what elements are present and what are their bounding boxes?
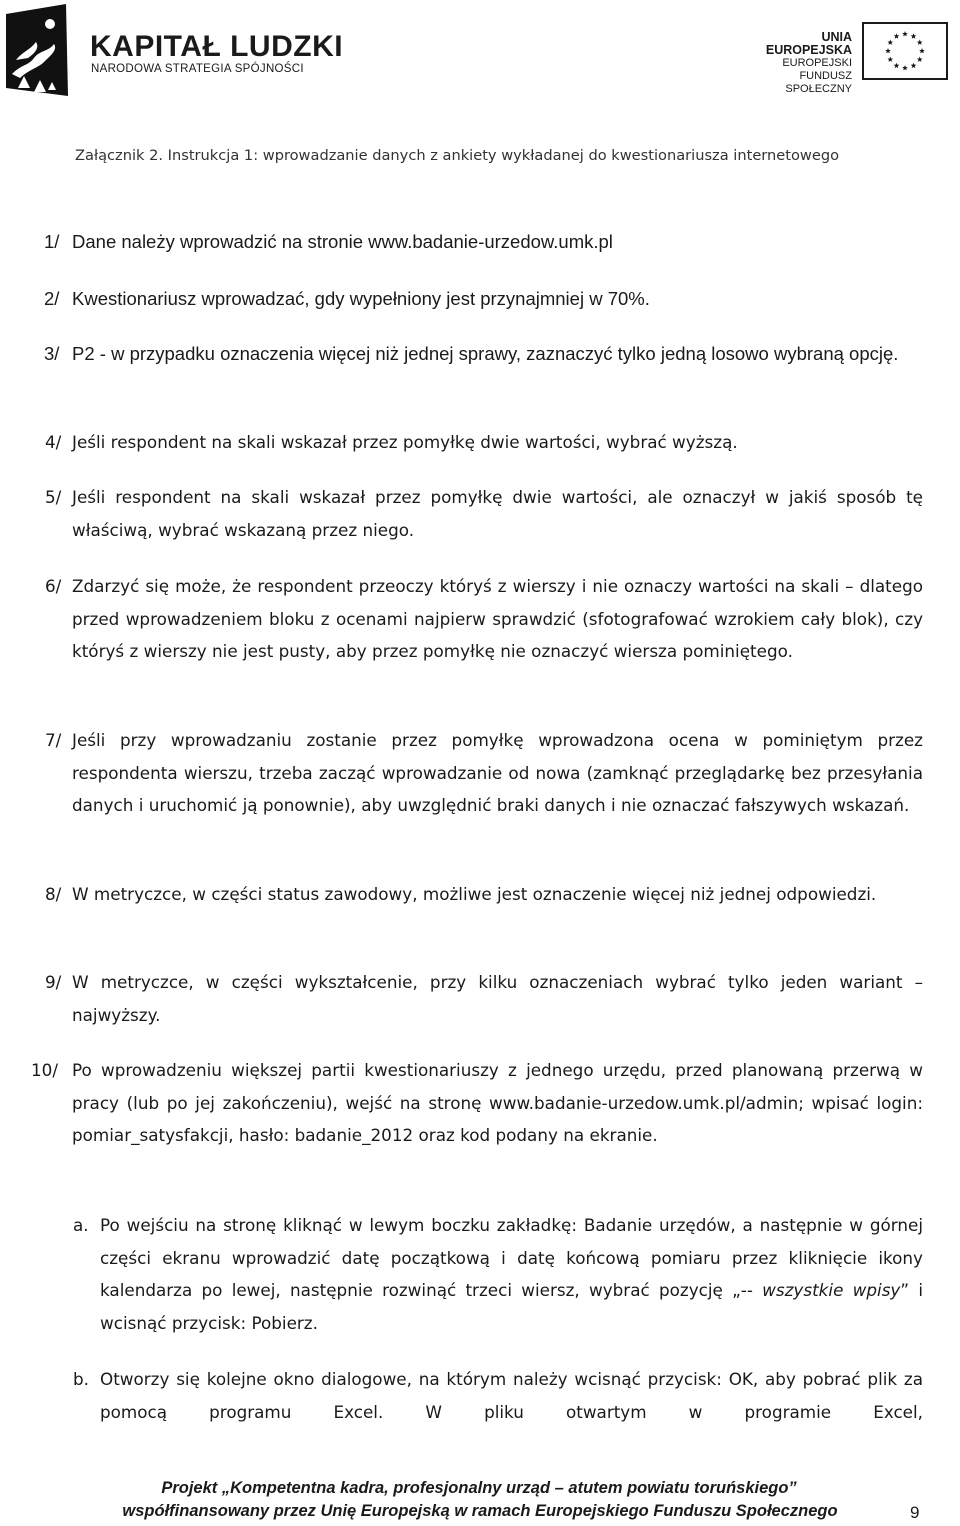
sub-item-label: b.	[73, 1369, 89, 1389]
item-text: Zdarzyć się może, że respondent przeoczy któryś z wierszy i nie oznaczy wartości na skali – dlatego przed wprowadzeniem bloku z ocenami najpierw sprawdzić (sfotografować wzrokiem cały blok), czy któryś z wierszy nie jest pusty, aby przez pomyłkę nie oznaczyć wiersza pominiętego.	[72, 576, 923, 661]
item-text: Dane należy wprowadzić na stronie www.badanie-urzedow.umk.pl	[72, 231, 613, 252]
item-text: Kwestionariusz wprowadzać, gdy wypełniony jest przynajmniej w 70%.	[72, 288, 650, 309]
eu-star-icon	[919, 48, 925, 53]
sub-item-text-italic: wszystkie wpisy	[762, 1280, 901, 1300]
item-number: 7/	[45, 730, 62, 750]
item-text: P2 - w przypadku oznaczenia więcej niż jednej sprawy, zaznaczyć tylko jedną losowo wybraną opcję.	[72, 343, 899, 364]
eu-star-icon	[885, 48, 891, 53]
page-header: Załącznik 2. Instrukcja 1: wprowadzanie danych z ankiety wykładanej do kwestionariusza internetowego	[75, 147, 840, 164]
eu-star-icon	[894, 33, 900, 38]
kapital-ludzki-subtitle: NARODOWA STRATEGIA SPÓJNOŚCI	[91, 63, 304, 75]
item-number: 4/	[45, 432, 62, 452]
eu-star-icon	[911, 63, 917, 68]
item-number: 8/	[45, 884, 62, 904]
item-number: 3/	[44, 343, 60, 364]
eu-flag-icon	[862, 22, 948, 80]
eu-logo-line1: UNIA EUROPEJSKA	[765, 30, 852, 57]
item-number: 10/	[31, 1060, 59, 1080]
eu-star-icon	[917, 57, 923, 62]
sub-item-text-part: ” i wcisnąć przycisk: Pobierz.	[100, 1280, 923, 1333]
item-number: 2/	[44, 288, 60, 309]
eu-star-icon	[894, 63, 900, 68]
item-text: W metryczce, w części wykształcenie, przy kilku oznaczeniach wybrać tylko jeden wariant – najwyższy.	[72, 972, 923, 1025]
eu-stars-icon	[864, 24, 946, 78]
item-text: Jeśli przy wprowadzaniu zostanie przez pomyłkę wprowadzona ocena w pominiętym przez respondenta wierszu, trzeba zacząć wprowadzanie od nowa (zamknąć przeglądarkę bez przesyłania danych i uruchomić ją ponownie), aby uwzględnić braki danych i nie oznaczać fałszywych wskazań.	[72, 730, 923, 815]
sub-item-text-part: Po wejściu na stronę kliknąć w lewym boczku zakładkę: Badanie urzędów, a następnie w górnej części ekranu wprowadzić datę początkową i datę końcową pomiaru przez kliknięcie ikony kalendarza po lewej, następnie rozwinąć trzeci wiersz, wybrać pozycję „--	[100, 1215, 923, 1300]
eu-star-icon	[911, 33, 917, 38]
item-number: 6/	[45, 576, 62, 596]
eu-logo-line3: FUNDUSZ SPOŁECZNY	[785, 70, 852, 95]
eu-logo-line2: EUROPEJSKI	[782, 57, 852, 69]
footer-funding-line: współfinansowany przez Unię Europejską w ramach Europejskiego Funduszu Społecznego	[122, 1502, 838, 1520]
eu-star-icon	[902, 31, 908, 36]
page-number: 9	[910, 1503, 920, 1522]
item-text: W metryczce, w części status zawodowy, możliwe jest oznaczenie więcej niż jednej odpowiedzi.	[72, 884, 877, 904]
eu-logo-text	[740, 31, 852, 96]
item-text: Po wprowadzeniu większej partii kwestionariuszy z jednego urzędu, przed planowaną przerwą w pracy (lub po jej zakończeniu), wejść na stronę www.badanie-urzedow.umk.pl/admin; wpisać login: pomiar_satysfakcji, hasło: badanie_2012 oraz kod podany na ekranie.	[72, 1060, 923, 1145]
sub-item-text: Otworzy się kolejne okno dialogowe, na którym należy wcisnąć przycisk: OK, aby pobrać plik za pomocą programu Excel. W pliku otwartym w programie Excel,	[100, 1369, 923, 1422]
item-text: Jeśli respondent na skali wskazał przez pomyłkę dwie wartości, wybrać wyższą.	[72, 432, 738, 452]
eu-star-icon	[887, 57, 893, 62]
footer-project-line: Projekt „Kompetentna kadra, profesjonalny urząd – atutem powiatu toruńskiego”	[161, 1479, 797, 1497]
item-text: Jeśli respondent na skali wskazał przez pomyłkę dwie wartości, ale oznaczył w jakiś sposób tę właściwą, wybrać wskazaną przez niego.	[72, 487, 923, 540]
eu-star-icon	[887, 40, 893, 45]
item-number: 1/	[44, 231, 60, 252]
item-number: 9/	[45, 972, 62, 992]
eu-star-icon	[917, 40, 923, 45]
item-number: 5/	[45, 487, 62, 507]
sub-item-label: a.	[73, 1215, 89, 1235]
kapital-ludzki-title: KAPITAŁ LUDZKI	[90, 30, 344, 63]
sub-item-text	[100, 1209, 923, 1339]
eu-star-icon	[902, 65, 908, 70]
